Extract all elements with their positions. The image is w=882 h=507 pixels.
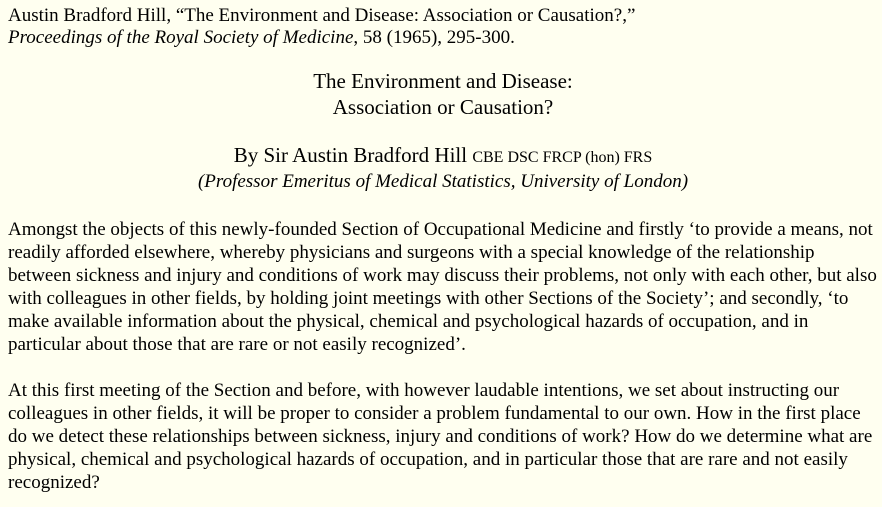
author-name: By Sir Austin Bradford Hill — [233, 143, 468, 167]
body-paragraph-2: At this first meeting of the Section and before, with however laudable intentions, we set about instructing our colleagues in other fields, it will be proper to consider a problem fundamental to our own. How in the first place do we detect these relationships between sickness, injury and conditions of work? How do we determine what are physical, chemical and psychological hazards of occupation, and in particular those that are rare and not easily recognized? — [8, 380, 873, 493]
citation — [8, 5, 878, 49]
article-title-line-1: The Environment and Disease: — [313, 69, 573, 93]
document-page — [8, 0, 878, 494]
citation-volume-pages: , 58 (1965), 295-300. — [353, 27, 515, 48]
article-title-line-2: Association or Causation? — [332, 95, 554, 119]
author-affiliation: (Professor Emeritus of Medical Statistics, University of London) — [197, 171, 689, 192]
article-title — [8, 68, 878, 120]
body-paragraph-1: Amongst the objects of this newly-founded Section of Occupational Medicine and firstly ‘to provide a means, not readily afforded elsewhere, whereby physicians and surgeons with a special knowledge of the relationship between sickness and injury and conditions of work may discuss their problems, not only with each other, but also with colleagues in other fields, by holding joint meetings with other Sections of the Society’; and secondly, ‘to make available information about the physical, chemical and psychological hazards of occupation, and in particular about those that are rare or not easily recognized’. — [8, 219, 877, 355]
citation-journal: Proceedings of the Royal Society of Medicine — [8, 27, 354, 48]
citation-source — [8, 27, 878, 49]
author-qualifications: CBE DSC FRCP (hon) FRS — [472, 149, 653, 166]
citation-authors-title: Austin Bradford Hill, “The Environment and Disease: Association or Causation?,” — [8, 5, 636, 26]
byline — [8, 142, 878, 171]
